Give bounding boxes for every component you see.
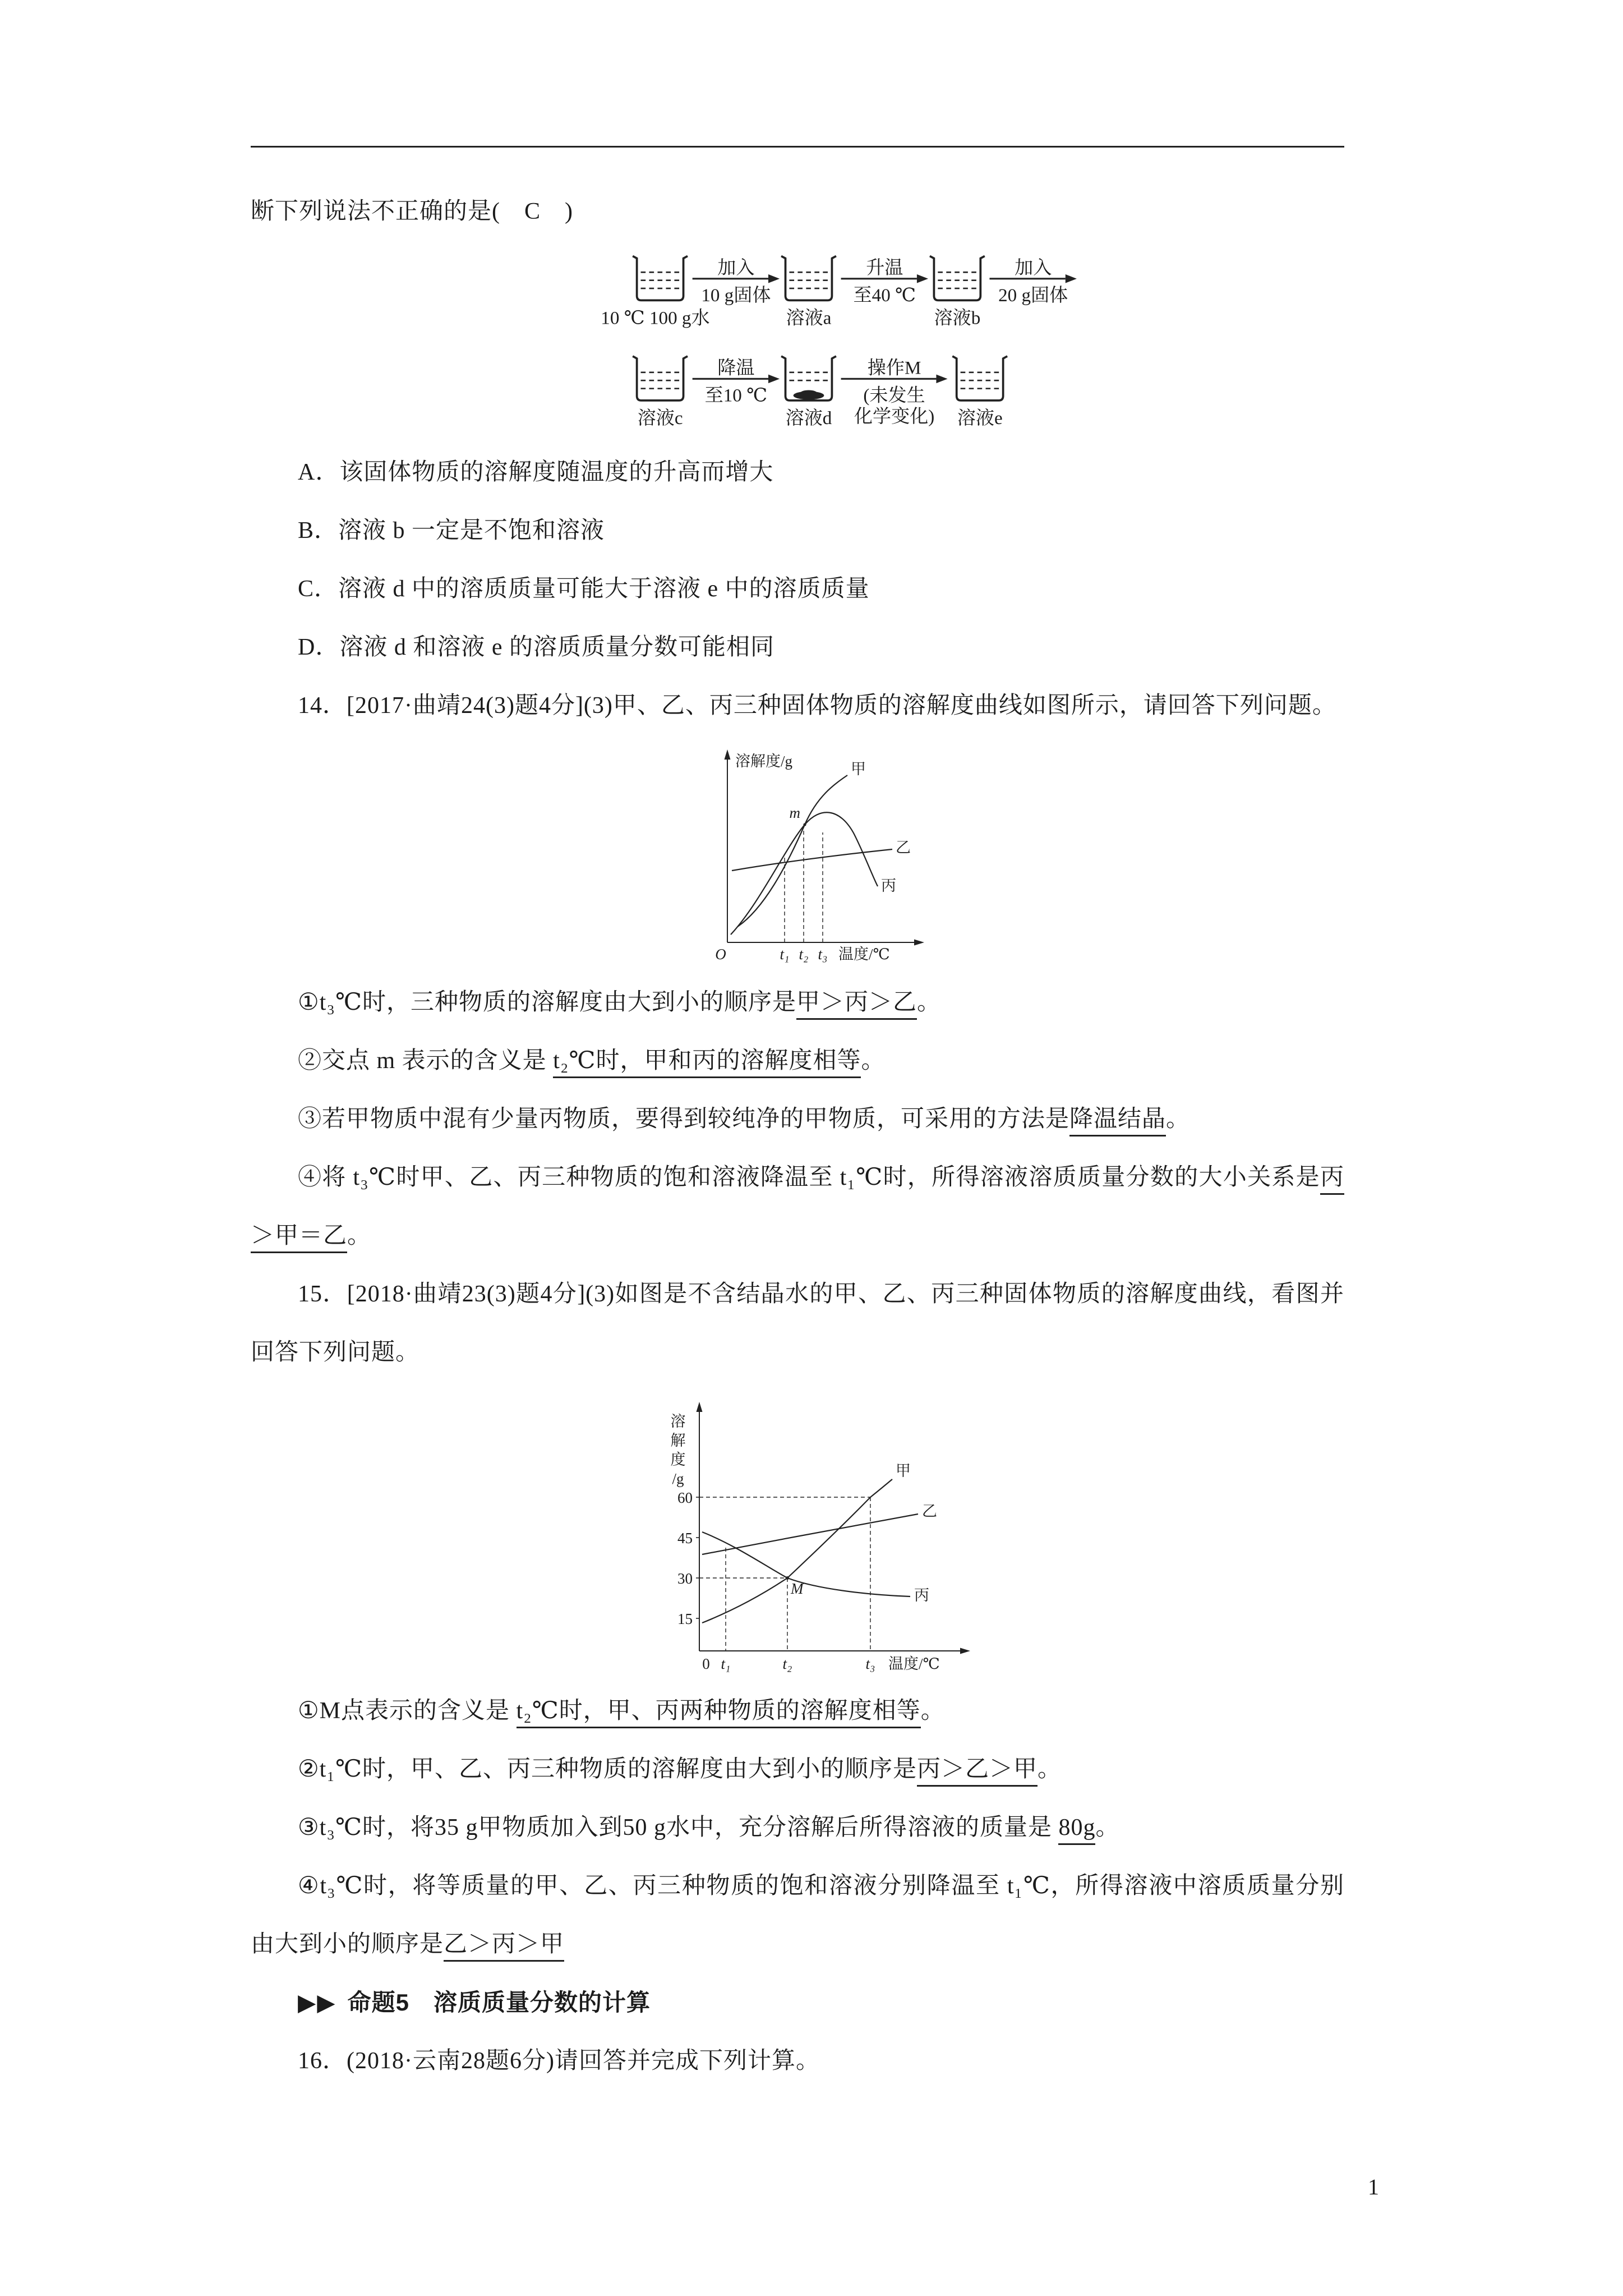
q14-sub-4 <box>251 1148 1344 1265</box>
arrow5-bottom-label-1: (未发生 <box>863 385 925 406</box>
curve-yi-label: 乙 <box>896 839 911 856</box>
solution-d-label: 溶液d <box>785 407 832 429</box>
tick-t3-label: t₃ <box>818 946 828 963</box>
header-rule <box>251 146 1344 148</box>
topic-5-label: 命题5 溶质质量分数的计算 <box>347 1989 651 2016</box>
question-13-tail <box>251 182 1344 241</box>
option-b-text: B．溶液 b 一定是不饱和溶液 <box>298 518 605 544</box>
arrow5-top-label: 操作M <box>867 357 921 379</box>
q15-sub-3 <box>251 1798 1344 1857</box>
solution-b-label: 溶液b <box>934 307 981 329</box>
curve-yi <box>732 849 892 871</box>
q14-sub-2 <box>251 1032 1344 1090</box>
tick-t2-label: t₂ <box>799 946 809 963</box>
q14-sub3-answer: 降温结晶 <box>1069 1106 1166 1137</box>
question-16-stem-text: 16．(2018·云南28题6分)请回答并完成下列计算。 <box>298 2048 820 2074</box>
beaker-solution-e <box>952 356 1007 401</box>
q14-sub-1 <box>251 973 1344 1032</box>
x-axis-label: 温度/℃ <box>888 1655 940 1672</box>
q14-sub4-answer: 丙＞甲＝乙 <box>251 1165 1344 1253</box>
y-label-char-2: 解 <box>670 1432 686 1449</box>
option-d-text: D．溶液 d 和溶液 e 的溶质质量分数可能相同 <box>298 634 774 660</box>
arrow-add-20g-solid <box>989 257 1076 306</box>
q15-sub1-pre: ①M点表示的含义是 <box>298 1698 517 1724</box>
page-number: 1 <box>1368 2174 1379 2200</box>
start-beaker-label: 10 ℃ 100 g水 <box>601 307 710 329</box>
question-14-stem-text: 14．[2017·曲靖24(3)题4分](3)甲、乙、丙三种固体物质的溶解度曲线如图所示，请回答下列问题。 <box>298 693 1336 719</box>
curve-jia-label: 甲 <box>896 1462 911 1479</box>
tick-t2-label: t₂ <box>782 1655 792 1672</box>
question-13-tail-text: 断下列说法不正确的是( C ) <box>251 199 573 224</box>
q15-sub2-pre: ②t₁℃时，甲、乙、丙三种物质的溶解度由大到小的顺序是 <box>298 1756 917 1782</box>
curve-bing-label: 丙 <box>914 1587 929 1604</box>
y-label-char-3: 度 <box>670 1451 686 1468</box>
curve-jia-label: 甲 <box>851 761 866 777</box>
q14-sub4-post: 。 <box>347 1223 372 1249</box>
curve-bing <box>702 1532 910 1596</box>
point-M-dot <box>786 1576 789 1580</box>
q14-sub1-post: 。 <box>916 990 941 1015</box>
arrow2-top-label: 升温 <box>866 257 903 279</box>
option-b <box>251 501 1344 560</box>
solubility-chart-q15 <box>615 1387 1344 1676</box>
axes <box>697 1402 971 1654</box>
q15-sub2-post: 。 <box>1037 1756 1062 1782</box>
q14-sub2-post: 。 <box>861 1048 886 1074</box>
solution-flow-diagram <box>587 250 1344 440</box>
option-c <box>251 560 1344 618</box>
solution-e-label: 溶液e <box>957 407 1003 429</box>
option-d <box>251 618 1344 677</box>
x-axis-label: 温度/℃ <box>838 946 890 963</box>
water-lines <box>641 272 680 288</box>
x-tick-zero: 0 <box>702 1655 710 1672</box>
water-lines <box>641 372 680 389</box>
q14-sub2-pre: ②交点 m 表示的含义是 <box>298 1048 554 1074</box>
water-lines <box>789 372 828 380</box>
arrow1-top-label: 加入 <box>717 257 755 279</box>
q15-sub4-pre: ④t₃℃时，将等质量的甲、乙、丙三种物质的饱和溶液分别降温至 t₁℃，所得溶液中溶质质量分别由大到小的顺序是 <box>251 1873 1344 1957</box>
curve-bing <box>731 812 878 935</box>
q15-sub2-answer: 丙＞乙＞甲 <box>917 1756 1038 1787</box>
y-axis-label: 溶解度/g <box>735 753 793 770</box>
y-label-char-4: /g <box>672 1470 684 1487</box>
curve-yi-label: 乙 <box>922 1503 937 1520</box>
q14-sub3-post: 。 <box>1166 1106 1191 1132</box>
q14-chart-svg <box>660 740 940 965</box>
tick-t1-label: t₁ <box>721 1655 731 1672</box>
arrow3-bottom-label: 20 g固体 <box>998 285 1068 306</box>
q15-sub-2 <box>251 1740 1344 1798</box>
beaker-solution-c <box>633 356 688 401</box>
water-lines <box>789 272 828 288</box>
q15-sub-1 <box>251 1682 1344 1740</box>
y-tick-45: 45 <box>677 1530 693 1547</box>
question-16-stem <box>251 2032 1344 2090</box>
beaker-solution-d <box>781 356 836 401</box>
tick-t3-label: t₃ <box>865 1655 875 1672</box>
y-axis-label <box>671 1413 686 1487</box>
arrow1-bottom-label: 10 g固体 <box>701 285 771 306</box>
axes <box>725 749 925 946</box>
arrow2-bottom-label: 至40 ℃ <box>853 285 916 306</box>
arrow-cool-to-10 <box>693 358 780 406</box>
question-14-stem <box>251 677 1344 735</box>
beaker-solution-a <box>781 256 836 301</box>
option-c-text: C．溶液 d 中的溶质质量可能大于溶液 e 中的溶质质量 <box>298 576 870 602</box>
q15-sub3-post: 。 <box>1095 1815 1120 1841</box>
point-m-dot <box>803 823 806 826</box>
q14-sub1-pre: ①t₃℃时，三种物质的溶解度由大到小的顺序是 <box>298 990 796 1015</box>
curve-yi <box>702 1514 918 1554</box>
beaker-start <box>633 256 688 301</box>
solubility-chart-q14 <box>660 740 1344 968</box>
q14-sub1-answer: 甲＞丙＞乙 <box>796 990 917 1020</box>
water-lines <box>938 272 976 288</box>
q15-sub4-answer: 乙＞丙＞甲 <box>444 1931 564 1962</box>
q14-sub3-pre: ③若甲物质中混有少量丙物质，要得到较纯净的甲物质，可采用的方法是 <box>298 1106 1070 1132</box>
q14-sub2-answer: t₂℃时，甲和丙的溶解度相等 <box>553 1048 861 1078</box>
q15-sub1-answer: t₂℃时，甲、丙两种物质的溶解度相等 <box>517 1698 921 1728</box>
option-a <box>251 443 1344 501</box>
y-label-char-1: 溶 <box>670 1413 686 1430</box>
q14-sub-3 <box>251 1090 1344 1148</box>
precipitate-top <box>801 390 817 395</box>
y-tick-30: 30 <box>677 1570 693 1587</box>
topic-5-heading <box>251 1973 1344 2032</box>
origin-label: O <box>715 946 726 963</box>
flow-diagram-svg <box>587 250 1137 437</box>
arrow3-top-label: 加入 <box>1015 257 1052 279</box>
question-15-stem-text: 15．[2018·曲靖23(3)题4分](3)如图是不含结晶水的甲、乙、丙三种固体物质的溶解度曲线，看图并回答下列问题。 <box>251 1281 1344 1365</box>
arrow-heat-to-40 <box>841 257 928 306</box>
y-tick-15: 15 <box>677 1611 693 1627</box>
topic-arrows-icon: ▶▶ <box>298 1989 336 2016</box>
q15-sub3-pre: ③t₃℃时，将35 g甲物质加入到50 g水中，充分溶解后所得溶液的质量是 <box>298 1815 1059 1841</box>
arrow4-bottom-label: 至10 ℃ <box>704 385 768 406</box>
guide-lines <box>699 1497 870 1651</box>
question-15-stem <box>251 1265 1344 1382</box>
q14-sub4-pre: ④将 t₃℃时甲、乙、丙三种物质的饱和溶液降温至 t₁℃时，所得溶液溶质质量分数的大小关系是 <box>298 1165 1320 1190</box>
solution-c-label: 溶液c <box>637 407 683 429</box>
y-tick-60: 60 <box>677 1489 693 1506</box>
point-m-label: m <box>789 804 800 821</box>
arrow4-top-label: 降温 <box>717 357 755 379</box>
water-lines <box>961 372 999 389</box>
q15-sub-4 <box>251 1857 1344 1973</box>
q15-sub3-answer: 80g <box>1058 1815 1095 1845</box>
point-M-label: M <box>791 1580 804 1597</box>
beaker-solution-b <box>930 256 985 301</box>
arrow-operation-m <box>841 358 948 427</box>
q15-chart-svg <box>615 1387 985 1673</box>
arrow5-bottom-label-2: 化学变化) <box>854 406 935 427</box>
solution-a-label: 溶液a <box>786 307 832 329</box>
tick-t1-label: t₁ <box>780 946 790 963</box>
page-content <box>251 0 1344 2090</box>
curve-bing-label: 丙 <box>881 877 896 894</box>
guide-lines <box>785 826 823 942</box>
arrow-add-10g-solid <box>693 257 780 306</box>
q15-sub1-post: 。 <box>920 1698 945 1724</box>
curve-jia <box>702 1479 892 1623</box>
option-a-text: A．该固体物质的溶解度随温度的升高而增大 <box>298 459 774 485</box>
